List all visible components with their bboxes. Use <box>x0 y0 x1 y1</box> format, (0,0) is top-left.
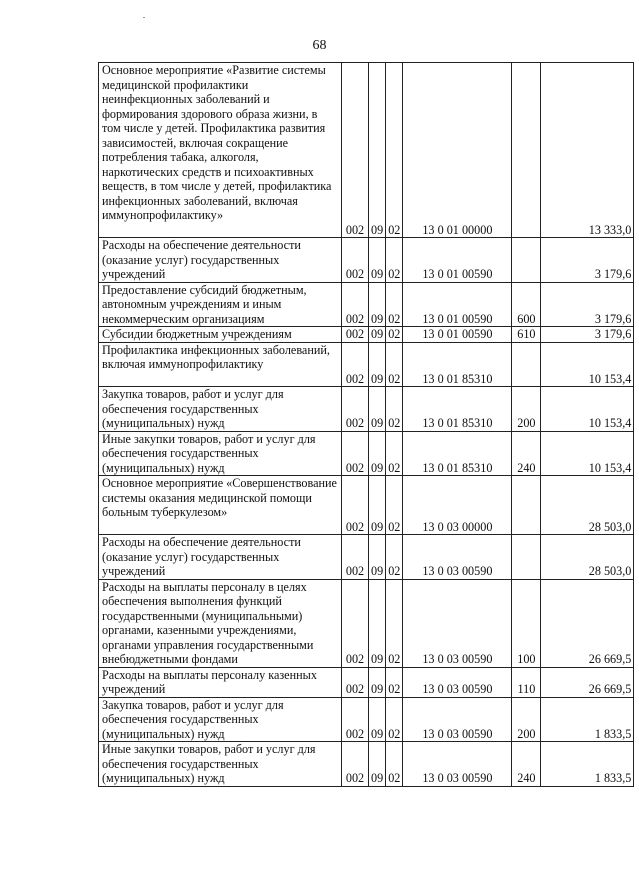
row-name: Основное мероприятие «Развитие системы медицинской профилактики неинфекционных заболеваний и формирования здорового образа жизни, в том числе у детей. Профилактика развития зависимостей, включая сокращение потребления табака, алкоголя, наркотических средств и психоактивных веществ, в том числе у детей, профилактика инфекционных заболеваний, включая иммунопрофилактику» <box>99 63 342 238</box>
row-expense-type: 110 <box>512 667 541 697</box>
table-row <box>99 742 634 787</box>
row-ved-code: 002 <box>342 282 369 327</box>
table-row <box>99 431 634 476</box>
row-target-article: 13 0 01 85310 <box>403 387 512 432</box>
row-section-code: 09 <box>369 63 386 238</box>
row-expense-type: 600 <box>512 282 541 327</box>
table-row <box>99 579 634 667</box>
row-subsection-code: 02 <box>386 63 403 238</box>
row-amount: 10 153,4 <box>541 342 634 387</box>
row-subsection-code: 02 <box>386 667 403 697</box>
row-target-article: 13 0 01 00000 <box>403 63 512 238</box>
row-expense-type: 240 <box>512 742 541 787</box>
row-amount: 26 669,5 <box>541 579 634 667</box>
row-subsection-code: 02 <box>386 697 403 742</box>
row-expense-type <box>512 535 541 580</box>
row-name: Расходы на обеспечение деятельности (оказание услуг) государственных учреждений <box>99 238 342 283</box>
row-section-code: 09 <box>369 476 386 535</box>
row-amount: 3 179,6 <box>541 282 634 327</box>
row-expense-type: 200 <box>512 697 541 742</box>
row-section-code: 09 <box>369 667 386 697</box>
row-expense-type: 100 <box>512 579 541 667</box>
row-name: Профилактика инфекционных заболеваний, включая иммунопрофилактику <box>99 342 342 387</box>
row-name: Основное мероприятие «Совершенствование системы оказания медицинской помощи больным туберкулезом» <box>99 476 342 535</box>
table-row <box>99 387 634 432</box>
row-section-code: 09 <box>369 535 386 580</box>
row-name: Закупка товаров, работ и услуг для обеспечения государственных (муниципальных) нужд <box>99 387 342 432</box>
row-name: Предоставление субсидий бюджетным, автономным учреждениям и иным некоммерческим организациям <box>99 282 342 327</box>
row-amount: 13 333,0 <box>541 63 634 238</box>
row-expense-type <box>512 476 541 535</box>
row-subsection-code: 02 <box>386 431 403 476</box>
row-name: Субсидии бюджетным учреждениям <box>99 327 342 343</box>
row-ved-code: 002 <box>342 431 369 476</box>
row-subsection-code: 02 <box>386 742 403 787</box>
table-row <box>99 327 634 343</box>
row-subsection-code: 02 <box>386 387 403 432</box>
row-ved-code: 002 <box>342 387 369 432</box>
table-row <box>99 63 634 238</box>
row-expense-type <box>512 238 541 283</box>
row-name: Иные закупки товаров, работ и услуг для обеспечения государственных (муниципальных) нужд <box>99 742 342 787</box>
row-ved-code: 002 <box>342 697 369 742</box>
row-section-code: 09 <box>369 697 386 742</box>
row-name: Закупка товаров, работ и услуг для обеспечения государственных (муниципальных) нужд <box>99 697 342 742</box>
row-target-article: 13 0 03 00590 <box>403 697 512 742</box>
row-ved-code: 002 <box>342 579 369 667</box>
row-name: Расходы на выплаты персоналу казенных учреждений <box>99 667 342 697</box>
row-amount: 3 179,6 <box>541 327 634 343</box>
table-row <box>99 342 634 387</box>
row-expense-type <box>512 342 541 387</box>
row-expense-type <box>512 63 541 238</box>
row-name: Расходы на обеспечение деятельности (оказание услуг) государственных учреждений <box>99 535 342 580</box>
row-target-article: 13 0 03 00590 <box>403 579 512 667</box>
row-subsection-code: 02 <box>386 535 403 580</box>
row-target-article: 13 0 01 00590 <box>403 282 512 327</box>
row-ved-code: 002 <box>342 327 369 343</box>
row-expense-type: 200 <box>512 387 541 432</box>
row-subsection-code: 02 <box>386 342 403 387</box>
row-amount: 1 833,5 <box>541 742 634 787</box>
table-row <box>99 476 634 535</box>
row-target-article: 13 0 01 85310 <box>403 431 512 476</box>
row-subsection-code: 02 <box>386 579 403 667</box>
table-row <box>99 667 634 697</box>
row-section-code: 09 <box>369 742 386 787</box>
row-section-code: 09 <box>369 431 386 476</box>
row-name: Расходы на выплаты персоналу в целях обеспечения выполнения функций государственными (муниципальными) органами, казенными учреждениями, органами управления государственными внебюджетными фондами <box>99 579 342 667</box>
table-row <box>99 535 634 580</box>
table-row <box>99 238 634 283</box>
row-ved-code: 002 <box>342 476 369 535</box>
row-target-article: 13 0 01 00590 <box>403 238 512 283</box>
row-subsection-code: 02 <box>386 282 403 327</box>
row-target-article: 13 0 03 00590 <box>403 667 512 697</box>
row-subsection-code: 02 <box>386 238 403 283</box>
row-ved-code: 002 <box>342 342 369 387</box>
row-expense-type: 610 <box>512 327 541 343</box>
row-subsection-code: 02 <box>386 327 403 343</box>
row-amount: 28 503,0 <box>541 476 634 535</box>
row-section-code: 09 <box>369 327 386 343</box>
row-amount: 26 669,5 <box>541 667 634 697</box>
row-section-code: 09 <box>369 579 386 667</box>
table-row <box>99 282 634 327</box>
row-ved-code: 002 <box>342 63 369 238</box>
row-target-article: 13 0 01 00590 <box>403 327 512 343</box>
row-ved-code: 002 <box>342 742 369 787</box>
row-ved-code: 002 <box>342 238 369 283</box>
row-target-article: 13 0 03 00590 <box>403 742 512 787</box>
row-section-code: 09 <box>369 238 386 283</box>
row-section-code: 09 <box>369 282 386 327</box>
table-row <box>99 697 634 742</box>
budget-table <box>98 62 634 787</box>
row-amount: 1 833,5 <box>541 697 634 742</box>
row-target-article: 13 0 03 00590 <box>403 535 512 580</box>
row-ved-code: 002 <box>342 667 369 697</box>
row-amount: 10 153,4 <box>541 431 634 476</box>
row-section-code: 09 <box>369 387 386 432</box>
page-number: 68 <box>312 38 327 53</box>
budget-table-body <box>99 63 634 787</box>
row-expense-type: 240 <box>512 431 541 476</box>
row-target-article: 13 0 01 85310 <box>403 342 512 387</box>
row-subsection-code: 02 <box>386 476 403 535</box>
row-amount: 3 179,6 <box>541 238 634 283</box>
row-ved-code: 002 <box>342 535 369 580</box>
row-section-code: 09 <box>369 342 386 387</box>
row-amount: 10 153,4 <box>541 387 634 432</box>
row-amount: 28 503,0 <box>541 535 634 580</box>
row-target-article: 13 0 03 00000 <box>403 476 512 535</box>
scan-speck <box>143 17 145 18</box>
row-name: Иные закупки товаров, работ и услуг для обеспечения государственных (муниципальных) нужд <box>99 431 342 476</box>
